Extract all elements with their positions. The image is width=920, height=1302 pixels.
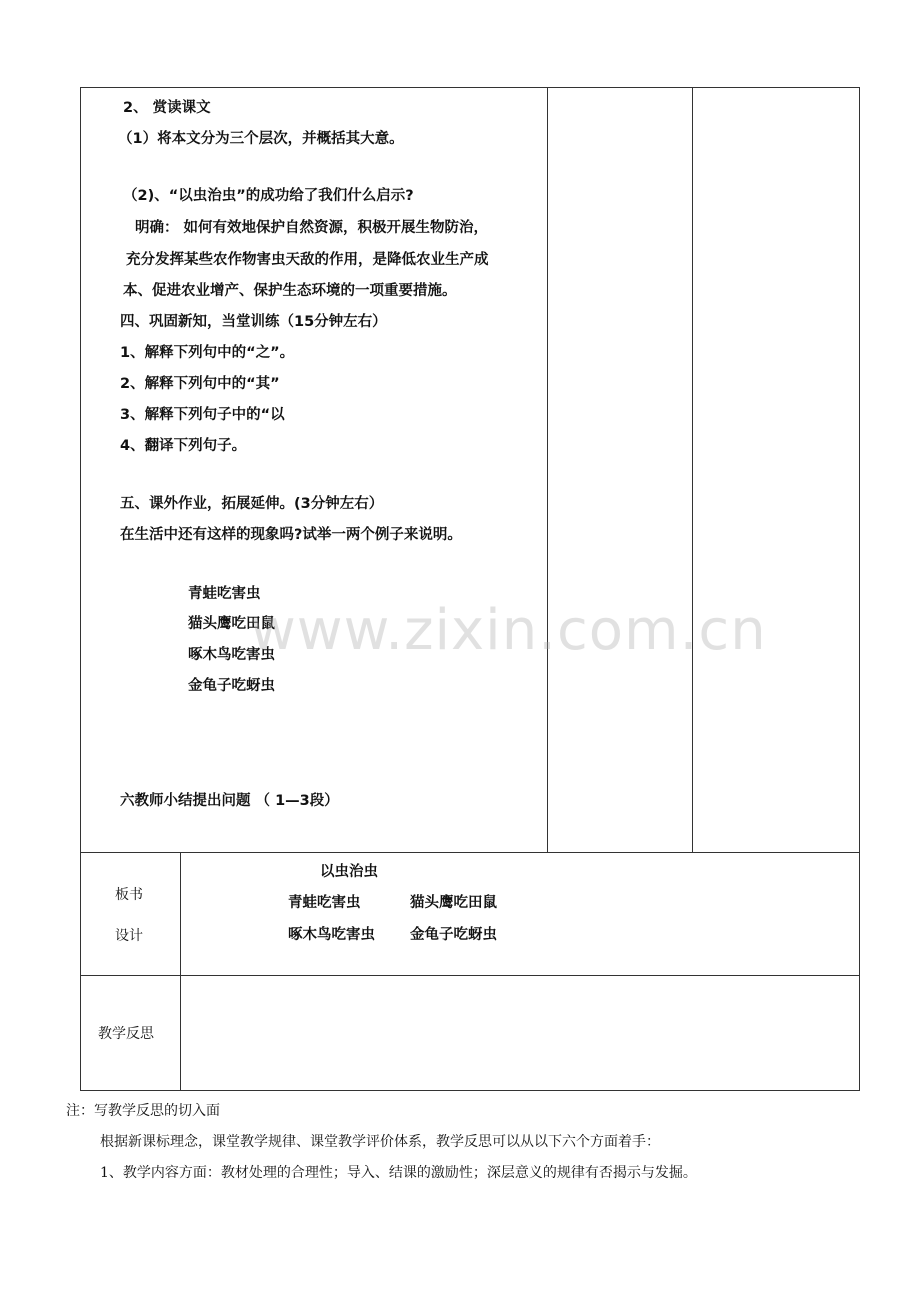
board-item: 猫头鹰吃田鼠 [410, 895, 497, 911]
task-line: （1）将本文分为三个层次，并概括其大意。 [118, 131, 404, 147]
column-divider-2 [692, 87, 693, 853]
section-heading-practice: 四、巩固新知，当堂训练（15分钟左右） [120, 314, 387, 330]
teacher-summary: 六教师小结提出问题 （ 1—3段） [120, 793, 339, 809]
column-divider-1 [547, 87, 548, 853]
example-item: 猫头鹰吃田鼠 [188, 616, 275, 632]
board-title: 以虫治虫 [320, 864, 378, 880]
label-column-divider [180, 852, 181, 1091]
example-item: 青蛙吃害虫 [188, 586, 261, 602]
exercise-item: 3、解释下列句子中的“以 [120, 407, 285, 423]
section-heading-homework: 五、课外作业，拓展延伸。(3分钟左右） [120, 496, 384, 512]
example-item: 啄木鸟吃害虫 [188, 647, 275, 663]
note-paragraph: 根据新课标理念，课堂教学规律、课堂教学评价体系，教学反思可以从以下六个方面着手： [100, 1134, 660, 1150]
exercise-item: 2、解释下列句中的“其” [120, 376, 280, 392]
board-item: 金龟子吃蚜虫 [410, 927, 497, 943]
note-item: 1、教学内容方面：教材处理的合理性；导入、结课的激励性；深层意义的规律有否揭示与发掘。 [100, 1165, 697, 1181]
row-divider-reflection [80, 975, 860, 976]
answer-line: 充分发挥某些农作物害虫天敌的作用，是降低农业生产成 [126, 252, 489, 268]
question-line: （2)、“以虫治虫”的成功给了我们什么启示? [123, 188, 414, 204]
answer-line: 本、促进农业增产、保护生态环境的一项重要措施。 [123, 283, 457, 299]
answer-line: 明确： 如何有效地保护自然资源，积极开展生物防治， [135, 220, 489, 236]
exercise-item: 4、翻译下列句子。 [120, 438, 247, 454]
example-item: 金龟子吃蚜虫 [188, 678, 275, 694]
board-item: 青蛙吃害虫 [288, 895, 361, 911]
board-label: 板书 [115, 887, 143, 903]
board-label: 设计 [115, 928, 143, 944]
section-heading-reading: 2、 赏读课文 [123, 100, 211, 116]
homework-line: 在生活中还有这样的现象吗?试举一两个例子来说明。 [120, 527, 462, 543]
exercise-item: 1、解释下列句中的“之”。 [120, 345, 295, 361]
reflection-label: 教学反思 [98, 1026, 154, 1042]
row-divider-board [80, 852, 860, 853]
watermark: www.zixin.com.cn [250, 598, 767, 663]
note-heading: 注：写教学反思的切入面 [66, 1103, 220, 1119]
board-item: 啄木鸟吃害虫 [288, 927, 375, 943]
